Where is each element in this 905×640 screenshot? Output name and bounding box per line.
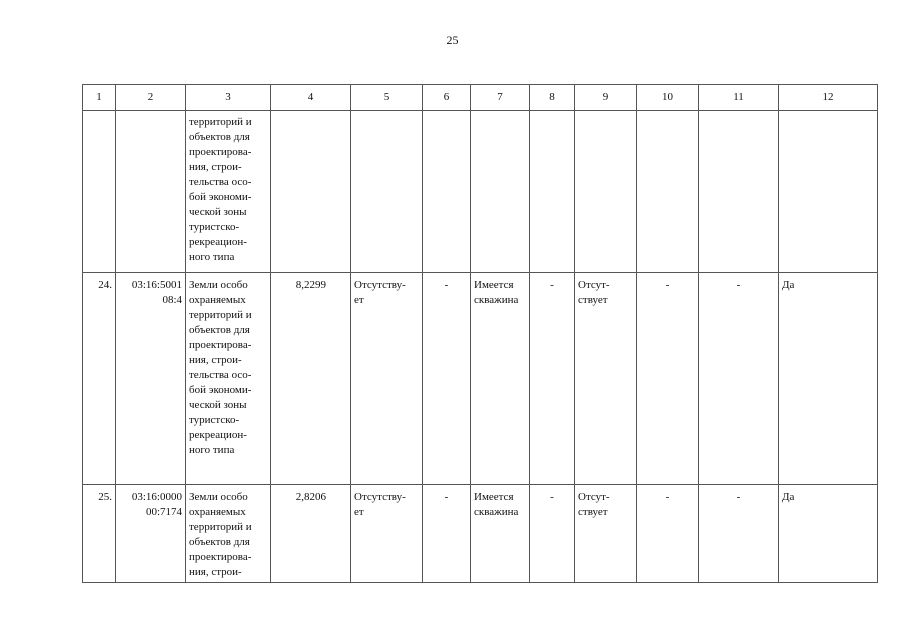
area-cell: 2,8206 (271, 485, 351, 583)
cadastral-number-cell: 03:16:0000 00:7174 (116, 485, 186, 583)
cell-col12: Да (779, 485, 878, 583)
category-cell: Земли особо охраняемых территорий и объектов для проектирова- ния, строи- тельства осо- бой экономи- ческой зоны туристско- рекреацион- ного типа (186, 273, 271, 485)
column-header: 10 (637, 85, 699, 111)
cell-col8: - (530, 485, 575, 583)
cell-col5: Отсутству- ет (351, 485, 423, 583)
column-number-row (83, 85, 878, 111)
cell-col9: Отсут- ствует (575, 273, 637, 485)
land-plots-table (82, 84, 878, 583)
column-header: 2 (116, 85, 186, 111)
category-cell: территорий и объектов для проектирова- ния, строи- тельства осо- бой экономи- ческой зоны туристско- рекреацион- ного типа (186, 111, 271, 273)
column-header: 7 (471, 85, 530, 111)
page-number: 25 (446, 33, 459, 47)
area-cell: 8,2299 (271, 273, 351, 485)
cell-col6: - (423, 273, 471, 485)
cell-col6: - (423, 485, 471, 583)
cell-col8: - (530, 273, 575, 485)
table-row-continued (83, 111, 878, 273)
cell-col10: - (637, 485, 699, 583)
cell-col10: - (637, 273, 699, 485)
column-header: 11 (699, 85, 779, 111)
cell-col7: Имеется скважина (471, 485, 530, 583)
column-header: 6 (423, 85, 471, 111)
column-header: 8 (530, 85, 575, 111)
table-row (83, 485, 878, 583)
column-header: 3 (186, 85, 271, 111)
column-header: 9 (575, 85, 637, 111)
category-cell: Земли особо охраняемых территорий и объектов для проектирова- ния, строи- (186, 485, 271, 583)
cell-col9: Отсут- ствует (575, 485, 637, 583)
cell-col11: - (699, 273, 779, 485)
row-number-cell: 25. (83, 485, 116, 583)
column-header: 1 (83, 85, 116, 111)
column-header: 12 (779, 85, 878, 111)
cell-col5: Отсутству- ет (351, 273, 423, 485)
cadastral-number-cell: 03:16:5001 08:4 (116, 273, 186, 485)
table-row (83, 273, 878, 485)
row-number-cell: 24. (83, 273, 116, 485)
column-header: 4 (271, 85, 351, 111)
column-header: 5 (351, 85, 423, 111)
cell-col7: Имеется скважина (471, 273, 530, 485)
cell-col12: Да (779, 273, 878, 485)
cell-col11: - (699, 485, 779, 583)
